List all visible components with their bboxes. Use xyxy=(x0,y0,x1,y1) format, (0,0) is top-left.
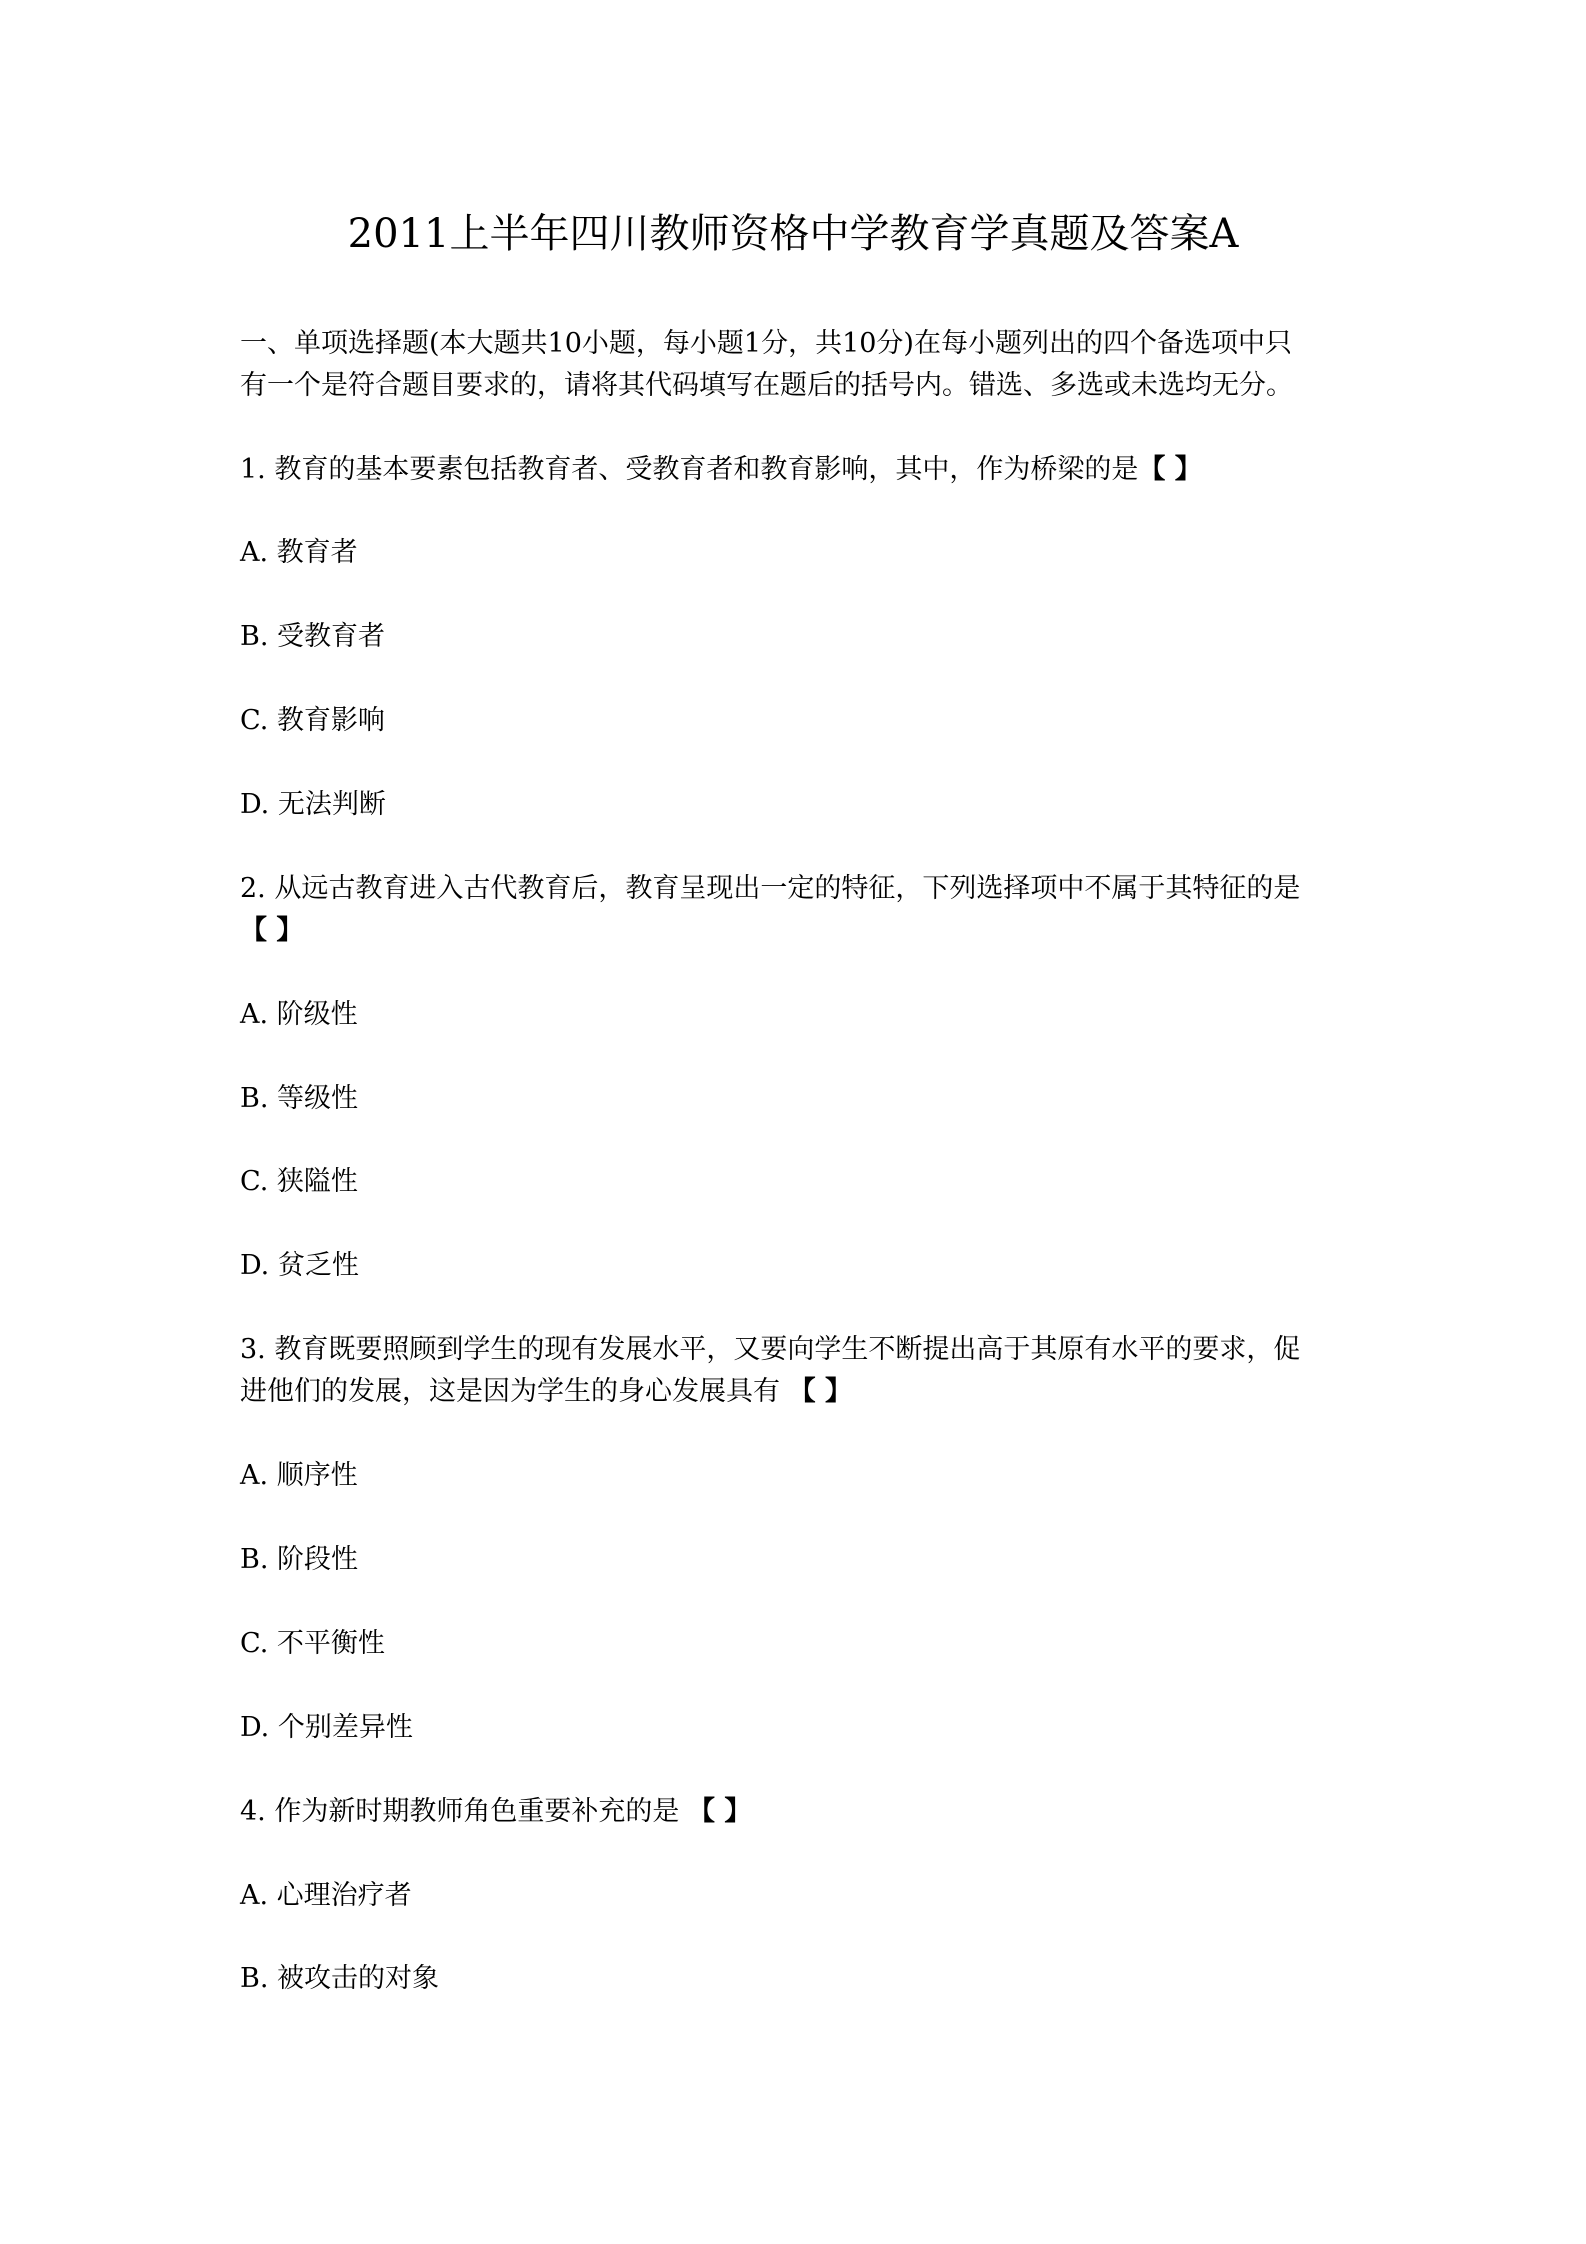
question-4-option-b: B. 被攻击的对象 xyxy=(240,1963,440,1994)
question-4-option-a: A. 心理治疗者 xyxy=(240,1880,412,1911)
answer-bracket: 【 】 xyxy=(240,915,304,946)
question-4-stem-text: 4. 作为新时期教师角色重要补充的是 xyxy=(240,1796,688,1827)
question-3-stem-line-2 xyxy=(240,1370,852,1414)
question-2-stem-line-1: 2. 从远古教育进入古代教育后，教育呈现出一定的特征，下列选择项中不属于其特征的是 xyxy=(240,873,1301,904)
question-1-stem xyxy=(240,448,1202,492)
question-2-option-a: A. 阶级性 xyxy=(240,999,358,1030)
answer-bracket: 【 】 xyxy=(1138,454,1202,485)
question-3-option-d: D. 个别差异性 xyxy=(240,1712,413,1743)
document-title: 2011上半年四川教师资格中学教育学真题及答案A xyxy=(347,211,1239,257)
question-3-option-a: A. 顺序性 xyxy=(240,1460,358,1491)
question-2-option-d: D. 贫乏性 xyxy=(240,1250,359,1281)
answer-bracket: 【 】 xyxy=(687,1796,752,1827)
answer-bracket: 【 】 xyxy=(788,1376,852,1407)
question-2-option-c: C. 狭隘性 xyxy=(240,1166,358,1197)
section-heading-line-1: 一、单项选择题(本大题共10小题，每小题1分，共10分)在每小题列出的四个备选项中只 xyxy=(240,328,1292,359)
question-2-option-b: B. 等级性 xyxy=(240,1083,359,1114)
question-3-option-c: C. 不平衡性 xyxy=(240,1628,385,1659)
question-3-stem-line-1: 3. 教育既要照顾到学生的现有发展水平，又要向学生不断提出高于其原有水平的要求，促 xyxy=(240,1334,1301,1365)
question-1-option-b: B. 受教育者 xyxy=(240,621,386,652)
section-heading-line-2: 有一个是符合题目要求的，请将其代码填写在题后的括号内。错选、多选或未选均无分。 xyxy=(240,370,1293,401)
question-2-stem-line-2 xyxy=(240,909,303,953)
question-4-stem xyxy=(240,1790,751,1834)
question-1-option-c: C. 教育影响 xyxy=(240,705,385,736)
question-1-option-a: A. 教育者 xyxy=(240,537,358,568)
question-1-stem-text: 1. 教育的基本要素包括教育者、受教育者和教育影响，其中，作为桥梁的是 xyxy=(240,454,1139,485)
question-1-option-d: D. 无法判断 xyxy=(240,789,386,820)
question-3-option-b: B. 阶段性 xyxy=(240,1544,359,1575)
question-3-stem-text: 进他们的发展，这是因为学生的身心发展具有 xyxy=(240,1376,789,1407)
